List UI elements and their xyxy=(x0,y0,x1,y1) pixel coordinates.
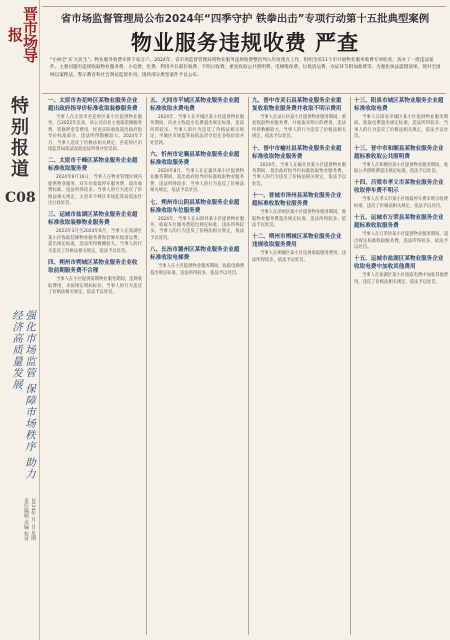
case-body: 当事人在泽州县某小区提供物业服务期间，收取物业服务费超出规定标准，违法所得较多。依法予以处罚。 xyxy=(252,210,346,229)
masthead-logo: 晋市场导报 xyxy=(6,6,39,62)
column-rule xyxy=(248,97,249,635)
case-title: 九、晋中市灵石县某物业服务企业重复收取物业服务费并收取不明示费用 xyxy=(252,98,342,112)
case-body: 当事人在朔城区某小区违规收取服务费用，违法所得较多，依法予以处罚。 xyxy=(252,251,346,263)
case-item xyxy=(354,214,448,251)
case-title: 十三、阳泉市城区某物业服务企业超标准收取电费 xyxy=(354,98,444,112)
case-title: 八、长治市潞州区某物业服务企业超标准收取电梯费 xyxy=(150,247,240,262)
issue-date: 2024年 月 日 星期 xyxy=(30,498,36,541)
case-body: 当事人在孝义市某小区收取停车费未明示收费标准，违反了价格法相关规定，依法予以处罚。 xyxy=(354,197,448,209)
case-body: 当事人在和顺县某小区提供物业服务期间，收取公共照明费超出规定标准，依法予以处罚。 xyxy=(354,162,448,175)
case-title: 十、晋中市榆社县某物业服务企业超标准收取物业服务费 xyxy=(252,145,342,160)
page-number: C08 xyxy=(5,190,36,206)
lead-rule xyxy=(42,93,446,94)
case-body: 2024年8月16日，当事人在物业管理区域内提供物业服务，对车位收取停车服务费，超出收费标准，违法所得较多。当事人的行为违反了价格法相关规定，太原市千峰区市场监管局依法作出行政处罚。 xyxy=(48,175,142,207)
case-item xyxy=(150,97,244,147)
case-item xyxy=(48,259,142,296)
case-title: 十二、朔州市朔城区某物业服务企业违规收取服务费用 xyxy=(252,234,342,249)
article-column xyxy=(252,97,346,637)
case-title: 十五、运城市万荣县某物业服务企业超标准收取服务费 xyxy=(354,215,444,230)
case-body: 当事人在太原市杏花岭区某小区提供物业服务，自2022年以来，该公司向业主收取装修服务费、装修押金等费用，经查实际收取超出政府指导价标准部分，违法所得数额较大。2024年7月，当事人违反了价格法相关规定，杏花岭区市场监管局依法没收违法所得并处罚款。 xyxy=(48,115,142,153)
case-body: 2023年3月至2024年6月，当事人在盐湖区某小区收取装修物业服务费和装修垃圾清运费，超出规定标准，违法所得数额较大。当事人的行为违反了价格法相关规定，依法予以处罚。 xyxy=(48,229,142,254)
case-item xyxy=(150,199,244,243)
case-item xyxy=(252,145,346,189)
case-title: 六、忻州市定襄县某物业服务企业超标准收取服务费 xyxy=(150,152,240,167)
case-body: 当事人在盐湖区某小区收取电费中加收其他费用，违反了价格法相关规定，依法予以处罚。 xyxy=(354,273,448,285)
case-body: 当事人在阳泉市城区某小区提供物业服务期间，收取电费超出规定标准，违法所得较多，当事人的行为违反了价格法相关规定，依法予以处罚。 xyxy=(354,115,448,140)
header-subtitle: 省市场监督管理局公布2024年“四季守护 铁拳出击”专项行动第十五批典型案例 xyxy=(60,13,430,25)
case-title: 三、运城市盐湖区某物业服务企业超标准收取装修物业服务费 xyxy=(48,212,138,227)
case-item xyxy=(252,233,346,264)
case-body: 2024年，当事人在山阴县某小区提供物业服务，收取车位服务费超出规定标准，违法所得较多。当事人的行为违反了价格法相关规定，依法予以处罚。 xyxy=(150,216,244,241)
case-title: 十一、晋城市泽州县某物业服务企业超标准收取物业服务费 xyxy=(252,193,342,208)
case-body: 当事人在小区提供前期物业服务期间，违规收取费用，未按规定明码标价，当事人的行为违反了价格法相关规定，依法予以处罚。 xyxy=(48,277,142,295)
case-title: 十三、晋中市和顺县某物业服务企业超标准收取公共照明费 xyxy=(354,145,444,160)
case-body: 2024年，当事人在平城区某小区提供物业服务期间，向业主收取水电费超出规定标准，违法所得较多。当事人的行为违反了价格法相关规定，平城区市场监管局依法责令退还多收价款并处罚款。 xyxy=(150,115,244,146)
case-item xyxy=(48,97,142,153)
case-item xyxy=(252,192,346,229)
case-title: 五、大同市平城区某物业服务企业超标准收取水费电费 xyxy=(150,98,240,112)
case-item xyxy=(252,97,346,141)
case-item xyxy=(354,145,448,176)
case-item xyxy=(354,255,448,286)
top-rule xyxy=(42,6,446,7)
editor-credits: 责任编辑 美编 校对 xyxy=(23,498,29,542)
article-column xyxy=(354,97,448,637)
case-body: 当事人在小区提供物业服务期间，收取电梯费超出规定标准，违法所得较多，依法予以处罚。 xyxy=(150,264,244,276)
page-title: 物业服务违规收费 严查 xyxy=(130,30,360,55)
case-item xyxy=(48,211,142,255)
case-title: 四、朔州市朔城区某物业服务企业收取前期服务费不合理 xyxy=(48,260,138,275)
column-rule xyxy=(146,97,147,635)
section-label: 特别报道 xyxy=(11,96,29,180)
case-title: 一、太原市杏花岭区某物业服务企业超出政府指导价标准收取装修服务费 xyxy=(48,98,138,112)
case-title: 二、太原市千峰区某物业服务企业超标准收取服务费 xyxy=(48,158,138,173)
case-body: 当事人在灵石县某小区提供物业服务期间，重复收取物业服务费，并收取未明示的费用，违法所得数额较大。当事人的行为违反了价格法相关规定，依法予以处罚。 xyxy=(252,115,346,140)
case-item xyxy=(48,157,142,207)
case-title: 十五、运城市盐湖区某物业服务企业收取电费中加收其他费用 xyxy=(354,256,444,271)
case-body: 当事人在万荣县某小区提供物业服务期间，超出规定标准收取服务费，违法所得较多，依法予以处罚。 xyxy=(354,232,448,251)
case-item xyxy=(354,179,448,210)
case-body: 2024年，当事人在榆社县某小区提供物业服务期间，超出政府指导价标准收取物业服务费。当事人的行为违反了价格法相关规定，依法予以处罚。 xyxy=(252,162,346,187)
case-title: 十四、吕梁市孝义市某物业服务企业收取停车费不明示 xyxy=(354,180,444,195)
lead-paragraph: “小病全‘买’大民生”。物业服务收费牵涉千家万户。2024年，省市场监督管理局将物业服务违规收费整治列入年度重点工作，组织全省11个市开展物业服务收费专项检查，查办了一批违法案件。主要问题有违规收取物业服务费、小电费、化费、利用共有部位收费、不明示收费、重复收取公共照明费、电梯维保费、垃圾清运费、办证环节附加收费等。为强化执法震慑效果，现对全国网以案释法、警示教育和社会舆论监督作用，现将部分典型案件予以公布。 xyxy=(50,58,441,78)
sidebar xyxy=(0,0,40,640)
column-rule xyxy=(350,97,351,635)
case-item xyxy=(354,97,448,141)
case-title: 七、朔州市山阴县某物业服务企业超标准收取车位服务费 xyxy=(150,199,240,214)
article-column xyxy=(48,97,142,637)
slogan: 强化市场监管 保障市场秩序 助力经济高质量发展 xyxy=(11,310,36,480)
case-item xyxy=(150,246,244,277)
case-body: 2024年8月，当事人在定襄县某小区提供物业服务期间，超出政府指导价标准收取物业服务费，违法所得较多，当事人的行为违反了价格法相关规定，依法予以处罚。 xyxy=(150,169,244,194)
article-column xyxy=(150,97,244,637)
case-item xyxy=(150,151,244,195)
